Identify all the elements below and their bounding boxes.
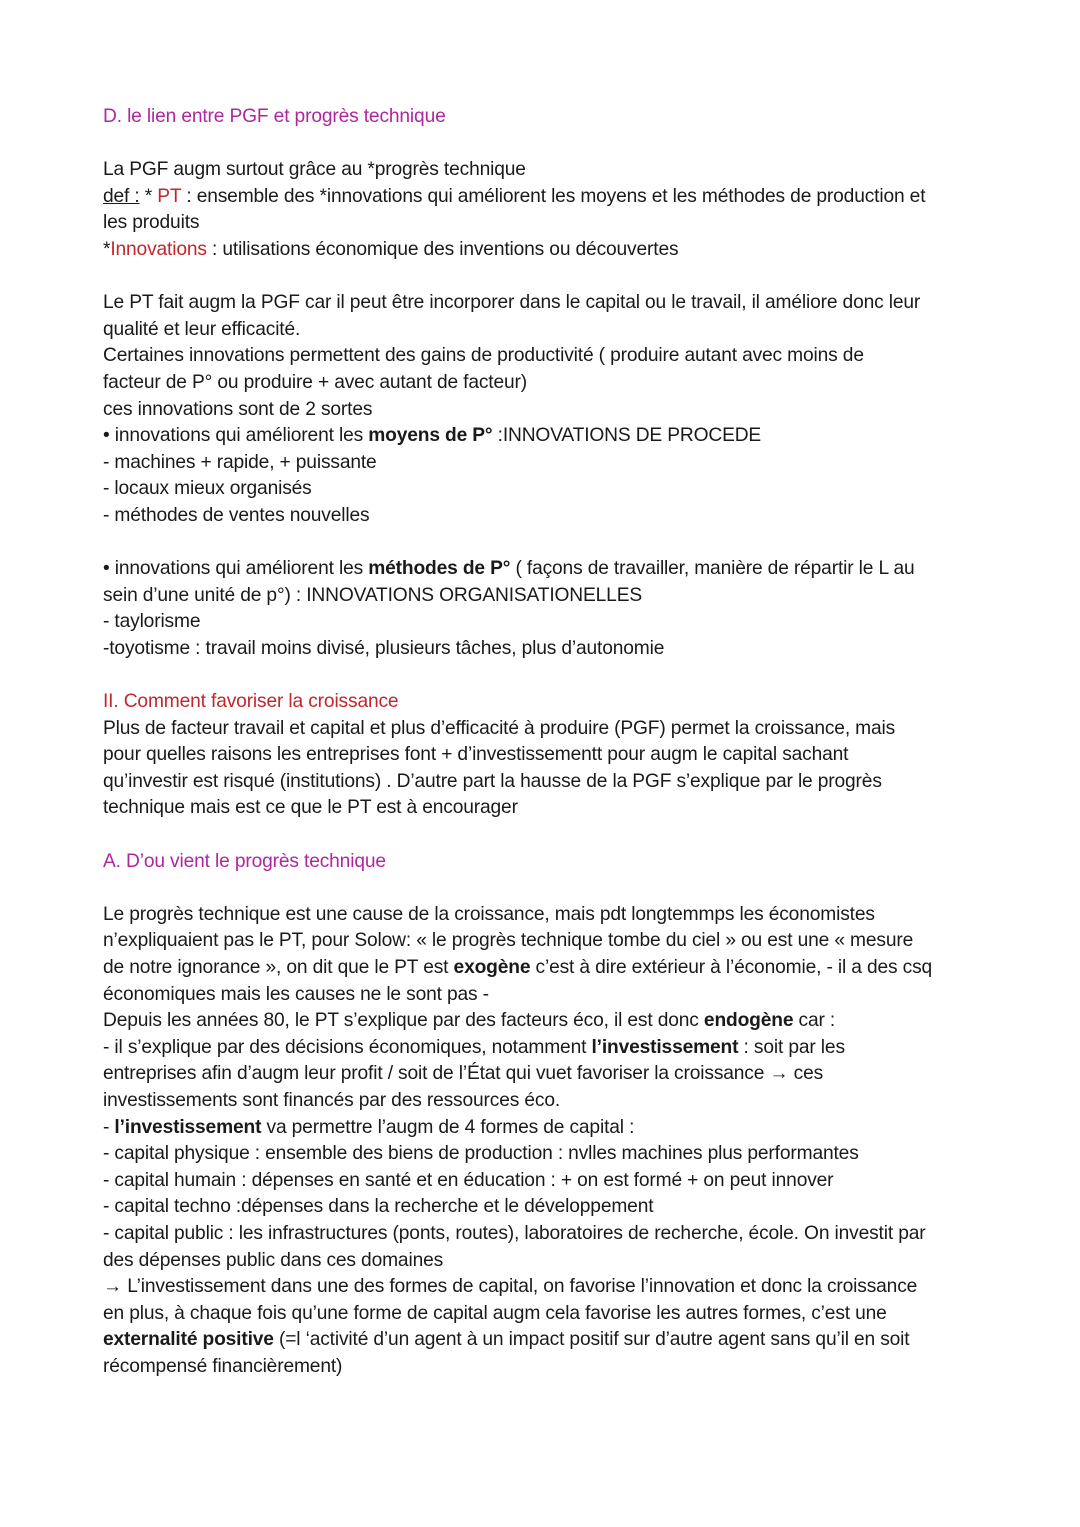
section-a-heading: A. D’ou vient le progrès technique: [103, 850, 386, 872]
text: car :: [793, 1010, 836, 1032]
term-exogene: exogène: [453, 957, 531, 978]
paragraph-line: récompensé financièrement): [103, 1355, 343, 1377]
paragraph-line: facteur de P° ou produire + avec autant de facteur): [103, 371, 528, 393]
text: va permettre l’augm de 4 formes de capital :: [261, 1116, 635, 1138]
definition-innovations: [103, 237, 993, 264]
list-item: - locaux mieux organisés: [103, 478, 312, 500]
definition-pt-cont: les produits: [103, 212, 200, 234]
paragraph-line: qu’investir est risqué (institutions) . D’autre part la hausse de la PGF s’explique par le progrès: [103, 770, 882, 792]
term-externalite-positive: externalité positive: [103, 1329, 274, 1351]
paragraph-line: entreprises afin d’augm leur profit / soit de l’État qui vuet favoriser la croissance → ces: [103, 1063, 824, 1085]
paragraph-line: [103, 1008, 993, 1035]
section-d-heading: D. le lien entre PGF et progrès technique: [103, 106, 446, 127]
text: Depuis les années 80, le PT s’explique par des facteurs éco, il est donc: [103, 1010, 704, 1032]
bullet-innovations-procede: [103, 423, 993, 450]
bullet-bold: moyens de P°: [368, 425, 493, 447]
list-item: -toyotisme : travail moins divisé, plusieurs tâches, plus d’autonomie: [103, 637, 665, 659]
paragraph-line: [103, 955, 993, 982]
paragraph-line: pour quelles raisons les entreprises font + d’investissementt pour augm le capital sachant: [103, 744, 849, 766]
paragraph-line: qualité et leur efficacité.: [103, 318, 301, 340]
spacer: [103, 875, 993, 902]
bullet-text: ( façons de travailler, manière de répartir le L au: [510, 558, 915, 580]
spacer: [103, 530, 993, 557]
list-item: - machines + rapide, + puissante: [103, 451, 377, 473]
list-item: des dépenses public dans ces domaines: [103, 1249, 444, 1271]
bullet-bold: méthodes de P°: [368, 558, 511, 580]
bullet-cont: sein d’une unité de p°) : INNOVATIONS ORGANISATIONELLES: [103, 584, 643, 606]
text: (=l ‘activité d’un agent à un impact positif sur d’autre agent sans qu’il en soit: [273, 1329, 910, 1351]
list-item: - méthodes de ventes nouvelles: [103, 504, 370, 526]
def-term-innovations: Innovations: [110, 238, 207, 260]
document-page: [103, 104, 993, 1381]
paragraph-line: Plus de facteur travail et capital et plus d’efficacité à produire (PGF) permet la croissance, mais: [103, 717, 896, 739]
text: -: [103, 1116, 115, 1138]
bullet-text: • innovations qui améliorent les: [103, 558, 369, 580]
text: - il s’explique par des décisions économiques, notamment: [103, 1036, 592, 1058]
list-item: - capital techno :dépenses dans la recherche et le développement: [103, 1196, 654, 1218]
def-star: *: [139, 185, 158, 207]
term-investissement: l’investissement: [114, 1116, 262, 1138]
spacer: [103, 662, 993, 689]
list-item: - capital humain : dépenses en santé et en éducation : + on est formé + on peut innover: [103, 1169, 834, 1191]
paragraph-line: économiques mais les causes ne le sont pas -: [103, 983, 489, 1005]
paragraph-line: → L’investissement dans une des formes de capital, on favorise l’innovation et donc la croissance: [103, 1276, 918, 1298]
spacer: [103, 131, 993, 158]
spacer: [103, 264, 993, 291]
paragraph-line: Le PT fait augm la PGF car il peut être incorporer dans le capital ou le travail, il améliore donc leur: [103, 292, 921, 314]
paragraph-line: technique mais est ce que le PT est à encourager: [103, 797, 518, 819]
paragraph-line: Certaines innovations permettent des gains de productivité ( produire autant avec moins de: [103, 345, 864, 367]
list-item: - taylorisme: [103, 611, 201, 633]
section-ii-heading: II. Comment favoriser la croissance: [103, 691, 399, 713]
paragraph-line: Le progrès technique est une cause de la croissance, mais pdt longtemmps les économistes: [103, 903, 875, 925]
definition-pt: [103, 184, 993, 211]
bullet-text: • innovations qui améliorent les: [103, 425, 369, 447]
list-item: - capital public : les infrastructures (ponts, routes), laboratoires de recherche, école. On investit par: [103, 1222, 926, 1244]
bullet-innovations-organisationelles: [103, 556, 993, 583]
paragraph-line: ces innovations sont de 2 sortes: [103, 398, 373, 420]
def-label: def :: [103, 185, 140, 207]
paragraph-line: n’expliquaient pas le PT, pour Solow: « le progrès technique tombe du ciel » ou est une « mesure: [103, 930, 914, 952]
term-endogene: endogène: [703, 1010, 794, 1032]
innov-text: : utilisations économique des inventions ou découvertes: [206, 238, 679, 260]
innov-star: *: [103, 238, 111, 260]
spacer: [103, 822, 993, 849]
bullet-text: :INNOVATIONS DE PROCEDE: [492, 425, 762, 447]
paragraph-line: en plus, à chaque fois qu’une forme de capital augm cela favorise les autres formes, c’est une: [103, 1302, 887, 1324]
text: : soit par les: [738, 1036, 845, 1058]
term-investissement: l’investissement: [591, 1036, 739, 1058]
list-item: - capital physique : ensemble des biens de production : nvlles machines plus performantes: [103, 1143, 859, 1165]
def-term-pt: PT: [157, 185, 182, 207]
text: c’est à dire extérieur à l’économie, - il a des csq: [530, 957, 933, 978]
paragraph-line: [103, 1115, 993, 1142]
paragraph-line: [103, 1327, 993, 1354]
def-text: : ensemble des *innovations qui améliorent les moyens et les méthodes de production et: [181, 185, 926, 207]
text: de notre ignorance », on dit que le PT est: [103, 957, 454, 978]
paragraph-line: investissements sont financés par des ressources éco.: [103, 1089, 561, 1111]
section-d-intro: La PGF augm surtout grâce au *progrès technique: [103, 159, 526, 181]
paragraph-line: [103, 1035, 993, 1062]
